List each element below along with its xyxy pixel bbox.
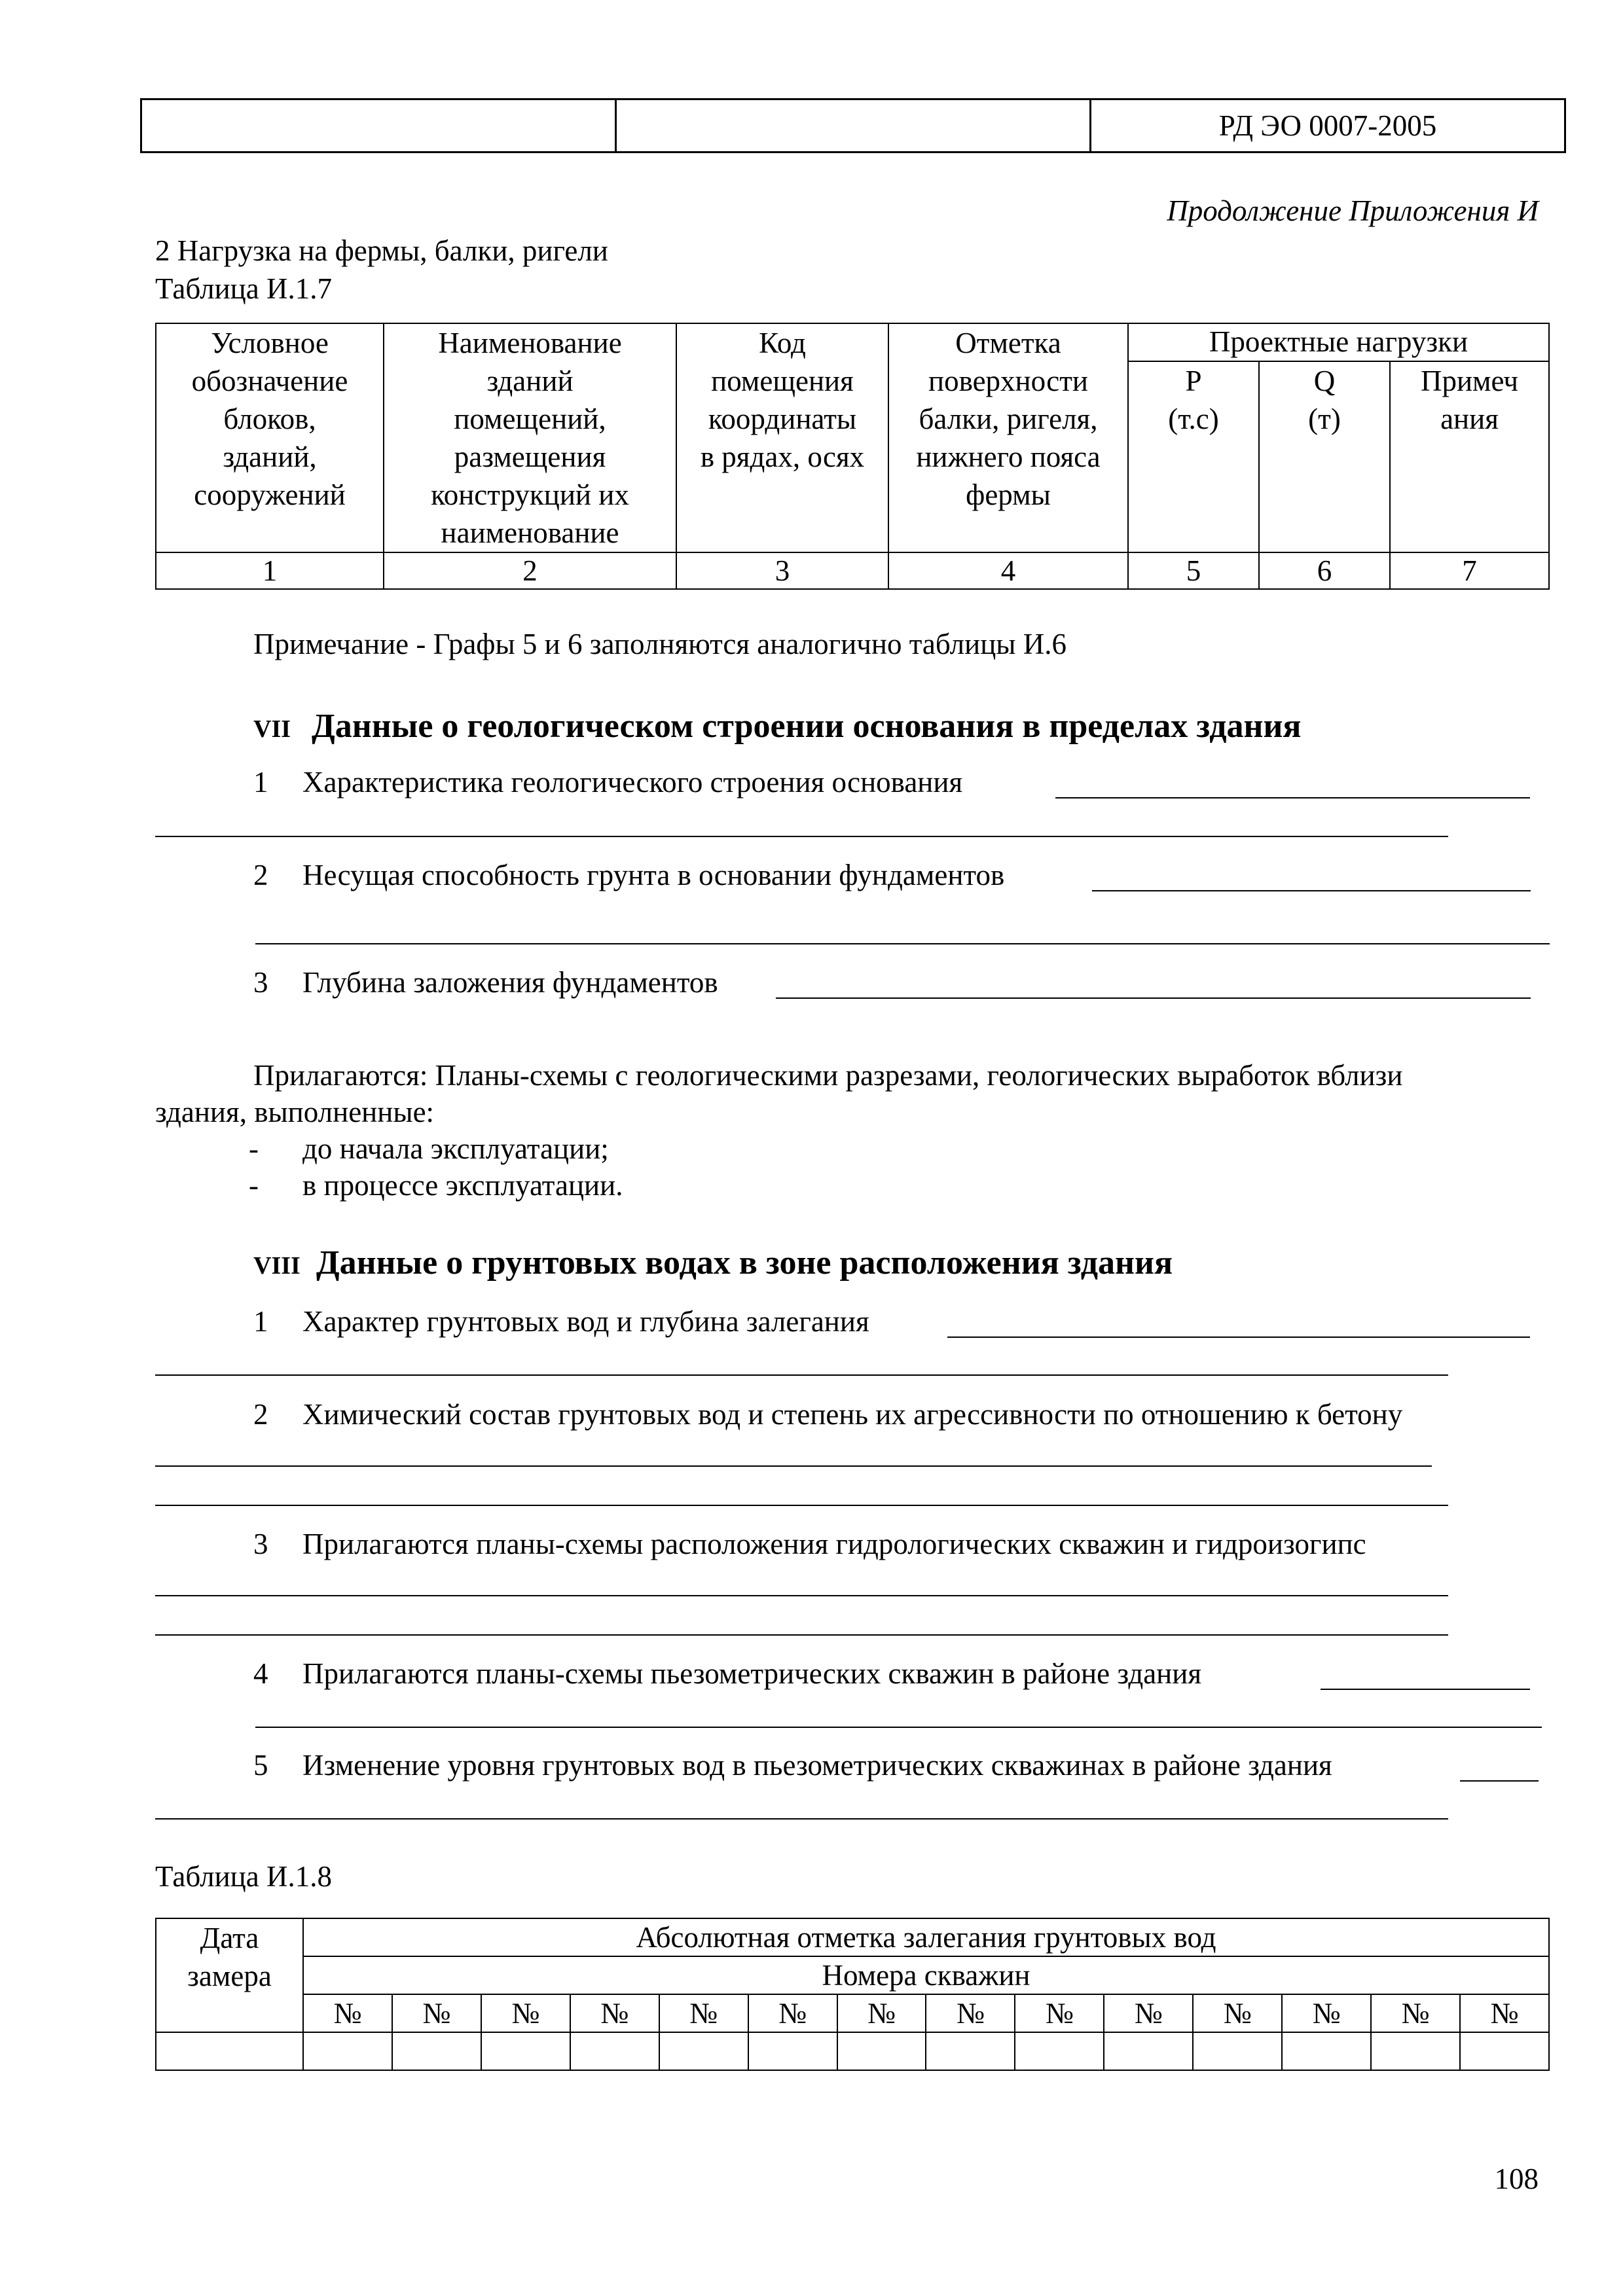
t18-empty-cell bbox=[1104, 2032, 1193, 2070]
section-7-number: VII bbox=[253, 715, 291, 743]
table-18-caption: Таблица И.1.8 bbox=[155, 1860, 332, 1893]
header-cell-1 bbox=[141, 99, 616, 152]
t18-well-number: № bbox=[1460, 1994, 1549, 2032]
t18-empty-cell bbox=[1371, 2032, 1460, 2070]
t17-header-symbol: Условное обозначение блоков, зданий, сооружений bbox=[156, 323, 384, 552]
t18-empty-cell bbox=[156, 2032, 303, 2070]
t18-empty-cell bbox=[1193, 2032, 1282, 2070]
t17-header-q: Q (т) bbox=[1259, 361, 1390, 552]
s7-item-text: Глубина заложения фундаментов bbox=[302, 966, 718, 999]
s7-item-text: Несущая способность грунта в основании фундаментов bbox=[302, 859, 1005, 891]
bullet-dash: - bbox=[249, 1169, 259, 1202]
header-doc-code: РД ЭО 0007-2005 bbox=[1091, 99, 1565, 152]
t18-header-level: Абсолютная отметка залегания грунтовых вод bbox=[303, 1918, 1549, 1956]
section-8-number: VIII bbox=[253, 1252, 301, 1280]
fill-line bbox=[255, 943, 1550, 944]
t17-header-name: Наименование зданий помещений, размещения конструкций их наименование bbox=[384, 323, 676, 552]
t18-well-number: № bbox=[1193, 1994, 1282, 2032]
t17-col-number: 1 bbox=[156, 552, 384, 589]
t17-col-number: 4 bbox=[888, 552, 1128, 589]
t18-well-number: № bbox=[659, 1994, 748, 2032]
t18-empty-cell bbox=[1460, 2032, 1549, 2070]
t17-col-number: 5 bbox=[1128, 552, 1259, 589]
bullet-text: в процессе эксплуатации. bbox=[302, 1169, 623, 1202]
t17-header-mark: Отметка поверхности балки, ригеля, нижнего пояса фермы bbox=[888, 323, 1128, 552]
section-8-heading bbox=[253, 1242, 1173, 1284]
fill-line bbox=[947, 1336, 1530, 1338]
fill-line bbox=[155, 1818, 1448, 1820]
fill-line bbox=[1460, 1780, 1539, 1782]
section-7-heading bbox=[253, 706, 1302, 747]
s8-item-text: Изменение уровня грунтовых вод в пьезометрических скважинах в районе здания bbox=[302, 1749, 1332, 1782]
t18-well-number: № bbox=[748, 1994, 837, 2032]
t18-empty-cell bbox=[392, 2032, 481, 2070]
t18-empty-cell bbox=[481, 2032, 570, 2070]
t17-header-loads: Проектные нагрузки bbox=[1128, 323, 1549, 361]
t18-well-number: № bbox=[303, 1994, 392, 2032]
attachments-line-2: здания, выполненные: bbox=[155, 1096, 435, 1128]
fill-line bbox=[255, 1727, 1542, 1728]
document-header-table bbox=[140, 98, 1566, 153]
page-number: 108 bbox=[1494, 2162, 1539, 2195]
fill-line bbox=[776, 997, 1531, 999]
table-18 bbox=[155, 1918, 1550, 2071]
t18-empty-cell bbox=[1282, 2032, 1371, 2070]
t17-col-number: 6 bbox=[1259, 552, 1390, 589]
t18-well-number: № bbox=[1282, 1994, 1371, 2032]
section-7-title: Данные о геологическом строении основания в пределах здания bbox=[312, 708, 1302, 745]
t18-well-number: № bbox=[837, 1994, 926, 2032]
s8-item-text: Прилагаются планы-схемы пьезометрических скважин в районе здания bbox=[302, 1657, 1202, 1690]
fill-line bbox=[155, 1505, 1448, 1506]
t18-well-number: № bbox=[481, 1994, 570, 2032]
s8-item-number: 4 bbox=[253, 1657, 268, 1690]
t18-empty-cell bbox=[570, 2032, 659, 2070]
t18-empty-cell bbox=[926, 2032, 1015, 2070]
section-8-title: Данные о грунтовых водах в зоне расположения здания bbox=[316, 1244, 1173, 1282]
t17-header-note: Примеч ания bbox=[1390, 361, 1549, 552]
t18-empty-cell bbox=[303, 2032, 392, 2070]
t17-col-number: 7 bbox=[1390, 552, 1549, 589]
t18-well-number: № bbox=[926, 1994, 1015, 2032]
fill-line bbox=[155, 1595, 1448, 1596]
s7-item-number: 2 bbox=[253, 859, 268, 891]
table-17 bbox=[155, 323, 1550, 590]
t18-well-number: № bbox=[1104, 1994, 1193, 2032]
t18-well-number: № bbox=[570, 1994, 659, 2032]
t18-empty-cell bbox=[1015, 2032, 1104, 2070]
fill-line bbox=[155, 1374, 1448, 1376]
fill-line bbox=[1092, 890, 1531, 891]
s8-item-number: 1 bbox=[253, 1305, 268, 1338]
attachments-line-1: Прилагаются: Планы-схемы с геологическими разрезами, геологических выработок вблизи bbox=[253, 1059, 1403, 1092]
s8-item-text: Химический состав грунтовых вод и степень их агрессивности по отношению к бетону bbox=[302, 1398, 1403, 1431]
t18-header-date: Дата замера bbox=[156, 1918, 303, 2032]
t18-well-number: № bbox=[1015, 1994, 1104, 2032]
table-17-caption: Таблица И.1.7 bbox=[155, 272, 332, 305]
bullet-text: до начала эксплуатации; bbox=[302, 1132, 609, 1165]
section-2-title: 2 Нагрузка на фермы, балки, ригели bbox=[155, 234, 608, 267]
t18-well-number: № bbox=[1371, 1994, 1460, 2032]
continuation-label: Продолжение Приложения И bbox=[1167, 194, 1539, 227]
s8-item-number: 3 bbox=[253, 1528, 268, 1560]
s7-item-text: Характеристика геологического строения основания bbox=[302, 766, 963, 798]
header-cell-2 bbox=[616, 99, 1091, 152]
t18-well-number: № bbox=[392, 1994, 481, 2032]
s7-item-number: 1 bbox=[253, 766, 268, 798]
t18-empty-cell bbox=[748, 2032, 837, 2070]
t17-header-p: P (т.с) bbox=[1128, 361, 1259, 552]
fill-line bbox=[155, 1634, 1448, 1636]
t18-header-wells: Номера скважин bbox=[303, 1956, 1549, 1994]
fill-line bbox=[1055, 797, 1530, 798]
t17-col-number: 2 bbox=[384, 552, 676, 589]
t18-empty-cell bbox=[837, 2032, 926, 2070]
s8-item-text: Прилагаются планы-схемы расположения гидрологических скважин и гидроизогипс bbox=[302, 1528, 1366, 1560]
fill-line bbox=[155, 1465, 1432, 1467]
t17-header-code: Код помещения координаты в рядах, осях bbox=[676, 323, 888, 552]
fill-line bbox=[1321, 1689, 1530, 1690]
table-note: Примечание - Графы 5 и 6 заполняются аналогично таблицы И.6 bbox=[253, 628, 1067, 660]
t18-empty-cell bbox=[659, 2032, 748, 2070]
t17-col-number: 3 bbox=[676, 552, 888, 589]
fill-line bbox=[155, 836, 1448, 837]
s8-item-number: 2 bbox=[253, 1398, 268, 1431]
s7-item-number: 3 bbox=[253, 966, 268, 999]
s8-item-number: 5 bbox=[253, 1749, 268, 1782]
s8-item-text: Характер грунтовых вод и глубина залегания bbox=[302, 1305, 869, 1338]
bullet-dash: - bbox=[249, 1132, 259, 1165]
